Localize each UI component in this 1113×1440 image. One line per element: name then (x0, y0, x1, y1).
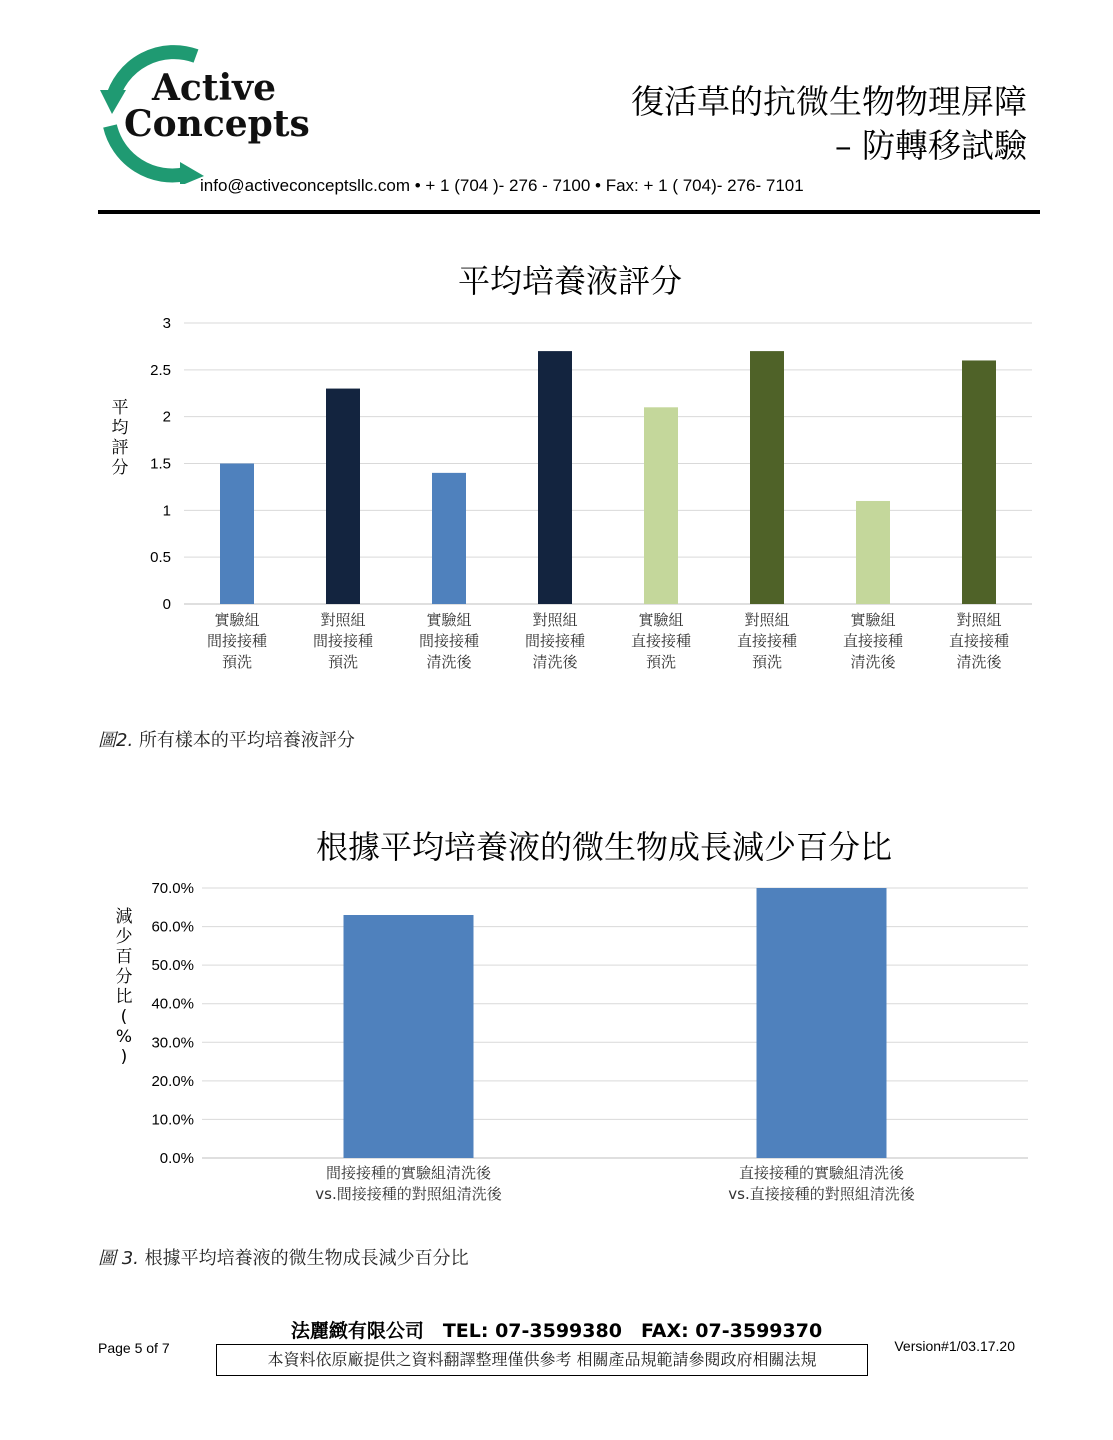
x-category-label (207, 611, 267, 671)
x-category-label (843, 611, 903, 671)
y-axis-label (116, 907, 133, 1067)
logo-line-1: Active (152, 67, 276, 109)
x-category-line: 直接接種的實驗組清洗後 (738, 1164, 905, 1182)
y-axis-label-char: % (115, 1027, 133, 1047)
y-axis-label-char: 減 (115, 907, 133, 927)
y-axis-label-char: 少 (115, 927, 133, 947)
x-category-label (419, 611, 479, 671)
x-category-line: 對照組 (744, 611, 790, 629)
chart-title: 根據平均培養液的微生物成長減少百分比 (315, 828, 893, 866)
bar (326, 389, 360, 604)
logo-text (124, 67, 310, 145)
x-category-line: 間接接種的實驗組清洗後 (325, 1164, 492, 1182)
figure2-caption (98, 726, 355, 752)
x-category-line: 直接接種 (630, 632, 692, 650)
header-divider (98, 210, 1040, 214)
page-number: Page 5 of 7 (98, 1340, 170, 1356)
x-category-label (315, 1164, 502, 1203)
x-category-line: 清洗後 (426, 653, 472, 671)
bar (644, 407, 678, 604)
x-category-line: 直接接種 (948, 632, 1010, 650)
contact-info: info@activeconceptsllc.com • + 1 (704 )- 276 - 7100 • Fax: + 1 ( 704)- 276- 7101 (200, 176, 804, 195)
x-category-label (313, 611, 373, 671)
x-category-line: 對照組 (320, 611, 366, 629)
disclaimer-box: 本資料依原廠提供之資料翻譯整理僅供參考 相關產品規範請參閱政府相關法規 (216, 1344, 868, 1376)
x-category-line: 清洗後 (956, 653, 1002, 671)
figure2-caption-text: 所有樣本的平均培養液評分 (138, 730, 355, 751)
y-axis-label-char: 分 (115, 967, 133, 987)
figure3-caption-label: 圖 3. (98, 1248, 139, 1269)
x-category-label (737, 611, 797, 671)
document-title-line-2: – 防轉移試驗 (835, 126, 1027, 165)
y-tick-label: 1 (162, 502, 171, 520)
x-category-label (949, 611, 1009, 671)
y-axis-label-char: 平 (111, 398, 129, 418)
y-tick-label: 40.0% (151, 995, 194, 1013)
y-axis-label-char: 比 (115, 987, 133, 1007)
y-axis-label-char: ) (120, 1047, 128, 1067)
x-category-line: 間接接種 (418, 632, 480, 650)
x-category-line: 實驗組 (850, 611, 896, 629)
y-tick-label: 10.0% (151, 1111, 194, 1129)
y-tick-label: 50.0% (151, 957, 194, 975)
y-axis-label-char: 分 (111, 458, 129, 478)
figure2-caption-label: 圖2. (98, 730, 134, 751)
y-axis-label-char: ( (120, 1007, 128, 1027)
x-category-line: vs.間接接種的對照組清洗後 (315, 1185, 502, 1203)
x-category-line: 清洗後 (532, 653, 578, 671)
x-category-line: 預洗 (327, 653, 359, 671)
y-tick-label: 0.0% (159, 1150, 194, 1167)
x-category-line: 直接接種 (736, 632, 798, 650)
y-tick-label: 30.0% (151, 1034, 194, 1052)
bar (220, 464, 254, 605)
y-tick-label: 20.0% (151, 1072, 194, 1090)
x-category-line: 清洗後 (850, 653, 896, 671)
bar (344, 915, 474, 1158)
y-tick-label: 0.5 (150, 549, 171, 567)
bar (856, 501, 890, 604)
bar (432, 473, 466, 604)
x-category-line: 對照組 (956, 611, 1002, 629)
y-tick-label: 60.0% (151, 918, 194, 936)
x-category-label (631, 611, 691, 671)
x-category-line: 預洗 (645, 653, 677, 671)
bar (750, 351, 784, 604)
active-concepts-logo (96, 44, 316, 184)
document-title-line-1: 復活草的抗微生物物理屏障 (631, 82, 1027, 121)
version-label: Version#1/03.17.20 (894, 1338, 1015, 1354)
x-category-line: vs.直接接種的對照組清洗後 (728, 1185, 915, 1203)
bar (538, 351, 572, 604)
x-category-line: 實驗組 (638, 611, 684, 629)
average-broth-score-chart (0, 250, 1113, 680)
x-category-line: 間接接種 (524, 632, 586, 650)
figure3-caption (98, 1244, 469, 1270)
y-axis-label-char: 均 (111, 418, 129, 438)
y-axis-label (112, 398, 129, 478)
figure3-caption-text: 根據平均培養液的微生物成長減少百分比 (144, 1248, 469, 1269)
footer-company: 法麗緻有限公司 TEL: 07-3599380 FAX: 07-3599370 (290, 1320, 823, 1342)
growth-reduction-percent-chart (0, 816, 1113, 1216)
x-category-label (728, 1164, 915, 1203)
y-tick-label: 1.5 (150, 455, 171, 473)
x-category-line: 預洗 (221, 653, 253, 671)
logo-line-2: Concepts (124, 103, 310, 145)
x-category-line: 預洗 (751, 653, 783, 671)
x-category-label (525, 611, 585, 671)
x-category-line: 間接接種 (312, 632, 374, 650)
y-tick-label: 70.0% (151, 880, 194, 897)
chart-title: 平均培養液評分 (457, 262, 683, 300)
y-tick-label: 2.5 (150, 361, 171, 379)
y-tick-label: 0 (162, 596, 171, 613)
y-tick-label: 2 (162, 408, 171, 426)
y-axis-label-char: 評 (111, 438, 129, 458)
bar (757, 888, 887, 1158)
bar (962, 360, 996, 604)
x-category-line: 實驗組 (426, 611, 472, 629)
x-category-line: 直接接種 (842, 632, 904, 650)
x-category-line: 對照組 (532, 611, 578, 629)
y-tick-label: 3 (162, 315, 171, 332)
document-title (631, 80, 1027, 168)
x-category-line: 間接接種 (206, 632, 268, 650)
x-category-line: 實驗組 (214, 611, 260, 629)
y-axis-label-char: 百 (115, 947, 133, 967)
